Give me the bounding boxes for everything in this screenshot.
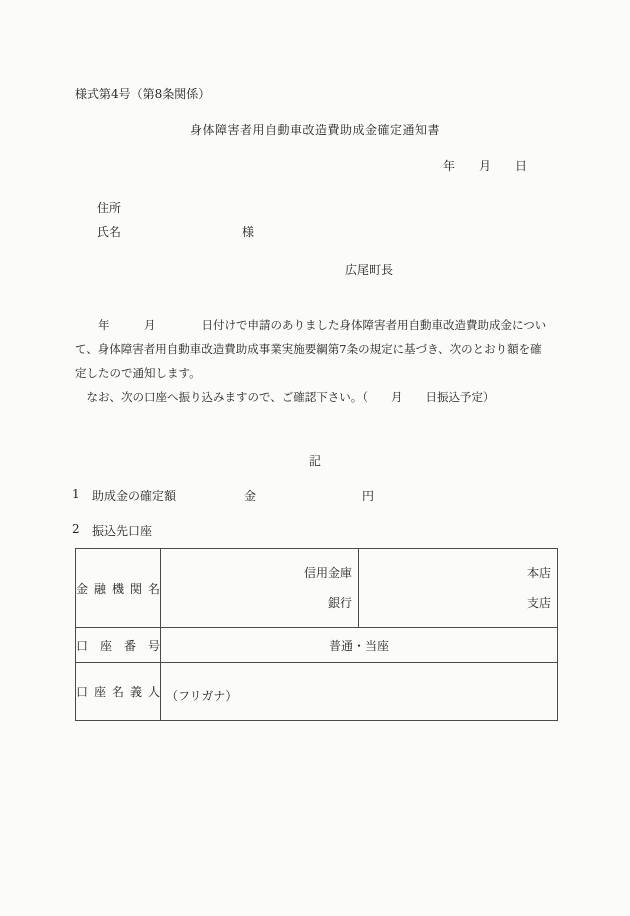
recipient-honorific: 様	[242, 225, 255, 239]
amount-suffix: 円	[362, 489, 375, 503]
table-row-financial-institution	[76, 549, 558, 628]
item-transfer-account	[0, 522, 630, 538]
recipient-name-label: 氏名	[97, 225, 122, 239]
account-holder-header: 口 座 名 義 人	[76, 663, 161, 721]
item-number: 1	[72, 487, 80, 501]
body-line-4: なお、次の口座へ振り込みますので、ご確認下さい。（ 月 日振込予定）	[75, 390, 495, 404]
item-label: 振込先口座	[92, 524, 153, 538]
branch-cell	[359, 549, 558, 628]
branch-option-branch: 支店	[526, 596, 551, 610]
document-title: 身体障害者用自動車改造費助成金確定通知書	[189, 123, 440, 137]
account-type-cell: 普通・当座	[161, 628, 558, 663]
institution-option-bank: 銀行	[327, 596, 352, 610]
item-number: 2	[72, 522, 80, 536]
form-number: 様式第4号（第8条関係）	[75, 87, 211, 101]
body-line-2: て、身体障害者用自動車改造費助成事業実施要綱第7条の規定に基づき、次のとおり額を確	[75, 342, 542, 356]
account-number-header: 口 座 番 号	[76, 628, 161, 663]
table-row-account-number	[76, 628, 558, 663]
table-row-account-holder	[76, 663, 558, 721]
branch-option-head-office: 本店	[526, 566, 551, 580]
furigana-label: （フリガナ）	[166, 688, 238, 703]
issue-date-line: 年 月 日	[443, 159, 528, 173]
institution-option-shinkin: 信用金庫	[303, 566, 352, 580]
recipient-address-label: 住所	[97, 201, 122, 215]
account-holder-cell	[161, 663, 558, 721]
amount-prefix: 金	[244, 489, 257, 503]
record-heading: 記	[308, 454, 321, 468]
item-label: 助成金の確定額	[92, 489, 177, 503]
account-table	[75, 548, 558, 721]
body-paragraph	[75, 313, 575, 409]
sender-title: 広尾町長	[345, 263, 394, 277]
body-line-3: 定したので通知します。	[75, 366, 201, 380]
body-line-1: 年 月 日付けで申請のありました身体障害者用自動車改造費助成金につい	[75, 318, 547, 332]
institution-name-cell	[161, 549, 359, 628]
item-subsidy-amount	[0, 487, 630, 503]
financial-institution-header: 金 融 機 関 名	[76, 549, 161, 628]
